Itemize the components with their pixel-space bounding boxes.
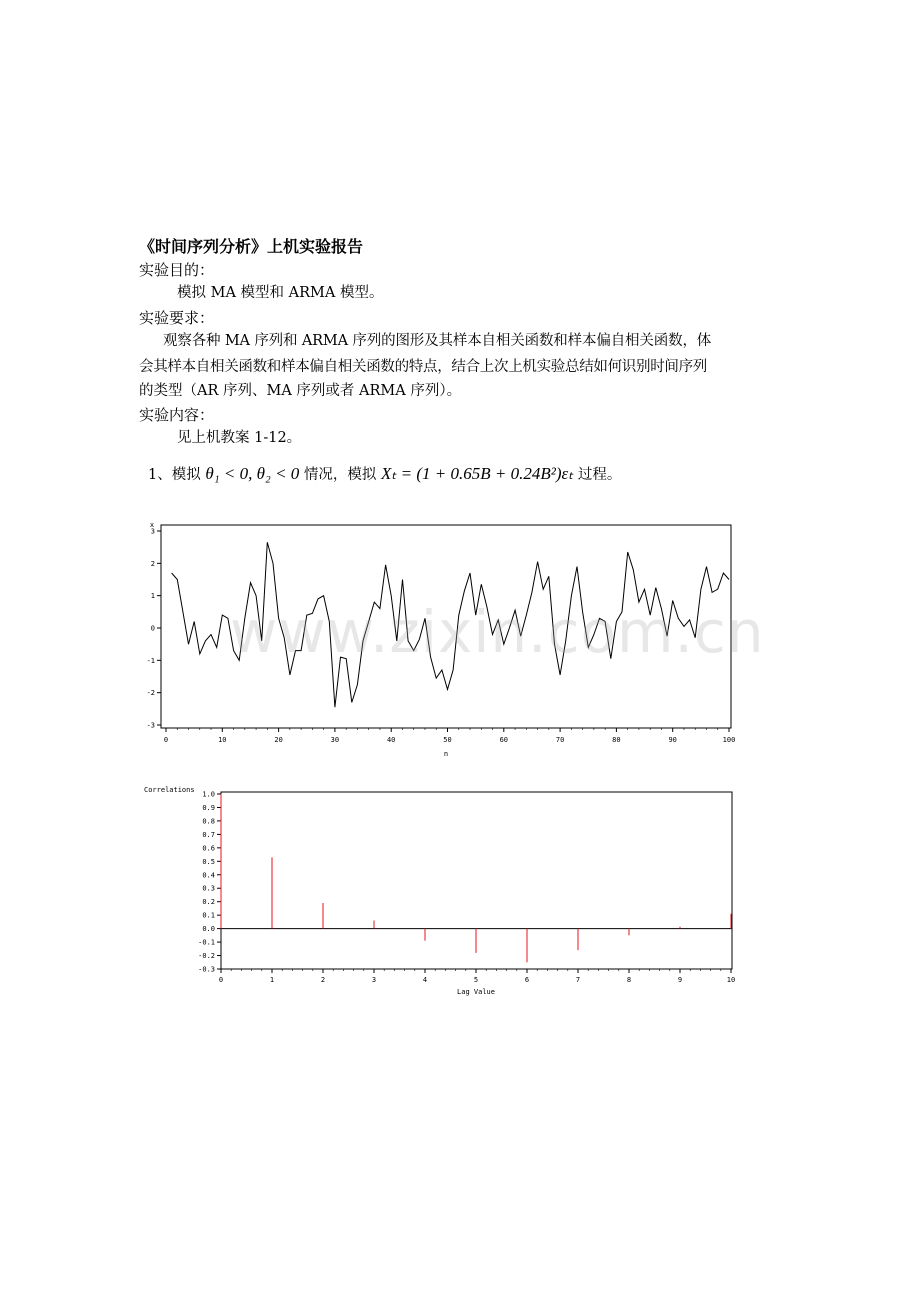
y-axis-label: x [149, 521, 155, 529]
acf-x-tick-label: 3 [371, 976, 377, 984]
y-tick-label: 2 [150, 559, 155, 568]
item-prefix: 1、模拟 [148, 467, 201, 483]
y-tick-label: 0 [150, 624, 155, 633]
acf-x-tick-label: 2 [320, 976, 326, 984]
autocorrelation-chart [130, 782, 750, 1002]
acf-y-tick-label: 0.5 [202, 857, 215, 866]
x-tick-label: 0 [163, 736, 169, 744]
acf-y-tick-label: -0.3 [198, 965, 215, 974]
acf-x-tick-label: 8 [626, 976, 632, 984]
x-tick-label: 10 [218, 736, 227, 744]
section-heading-content: 实验内容： [139, 406, 215, 424]
acf-y-tick-label: 0.3 [202, 884, 215, 893]
purpose-text: 模拟 MA 模型和 ARMA 模型。 [177, 285, 384, 301]
ma-formula: Xₜ = (1 + 0.65B + 0.24B²)εₜ [381, 464, 574, 483]
acf-y-tick-label: 0.7 [202, 830, 215, 839]
item-suffix: 过程。 [577, 467, 622, 483]
acf-y-tick-label: 0.8 [202, 817, 215, 826]
acf-x-tick-label: 0 [218, 976, 224, 984]
x-tick-label: 50 [443, 736, 452, 744]
acf-x-tick-label: 5 [473, 976, 479, 984]
page-title: 《时间序列分析》上机实验报告 [139, 237, 364, 256]
section-heading-requirements: 实验要求： [139, 309, 215, 327]
item-mid: 情况，模拟 [303, 467, 377, 483]
x-tick-label: 20 [274, 736, 283, 744]
acf-x-tick-label: 6 [524, 976, 530, 984]
acf-y-tick-label: -0.1 [198, 938, 215, 947]
acf-y-tick-label: 0.0 [202, 925, 215, 934]
acf-x-axis-label: Lag Value [457, 988, 495, 996]
content-text: 见上机教案 1-12。 [177, 430, 302, 446]
x-axis-label: n [443, 750, 449, 758]
watermark: www.zixin.com.cn [230, 598, 765, 666]
acf-y-tick-label: 1.0 [202, 790, 215, 799]
acf-y-tick-label: 0.9 [202, 803, 215, 812]
acf-x-tick-label: 7 [575, 976, 581, 984]
acf-x-tick-label: 4 [422, 976, 428, 984]
acf-x-tick-label: 1 [269, 976, 275, 984]
x-tick-label: 70 [555, 736, 565, 744]
y-tick-label: 3 [150, 527, 155, 536]
acf-y-axis-label: Correlations [144, 786, 195, 794]
x-tick-label: 80 [612, 736, 621, 744]
y-tick-label: -1 [146, 656, 155, 665]
acf-y-tick-label: 0.1 [202, 911, 215, 920]
x-tick-label: 60 [499, 736, 509, 744]
x-tick-label: 30 [330, 736, 340, 744]
acf-y-tick-label: 0.4 [202, 871, 215, 880]
acf-y-tick-label: 0.2 [202, 898, 215, 907]
requirements-line-2: 会其样本自相关函数和样本偏自相关函数的特点，结合上次上机实验总结如何识别时间序列 [139, 359, 707, 375]
condition-formula: θ₁ < 0, θ₂ < 0 [205, 464, 300, 483]
y-tick-label: -2 [146, 689, 155, 698]
acf-y-tick-label: -0.2 [198, 952, 215, 961]
requirements-line-1: 观察各种 MA 序列和 ARMA 序列的图形及其样本自相关函数和样本偏自相关函数，体 [163, 333, 712, 349]
item-1-line [148, 462, 621, 487]
requirements-line-3: 的类型（AR 序列、MA 序列或者 ARMA 序列）。 [139, 383, 462, 399]
section-heading-purpose: 实验目的： [139, 261, 215, 279]
acf-x-tick-label: 9 [677, 976, 683, 984]
y-tick-label: -3 [146, 721, 155, 730]
x-tick-label: 90 [668, 736, 677, 744]
x-tick-label: 40 [386, 736, 396, 744]
x-tick-label: 100 [722, 736, 736, 744]
acf-y-tick-label: 0.6 [202, 844, 215, 853]
acf-x-tick-label: 10 [726, 976, 736, 984]
y-tick-label: 1 [150, 592, 155, 601]
